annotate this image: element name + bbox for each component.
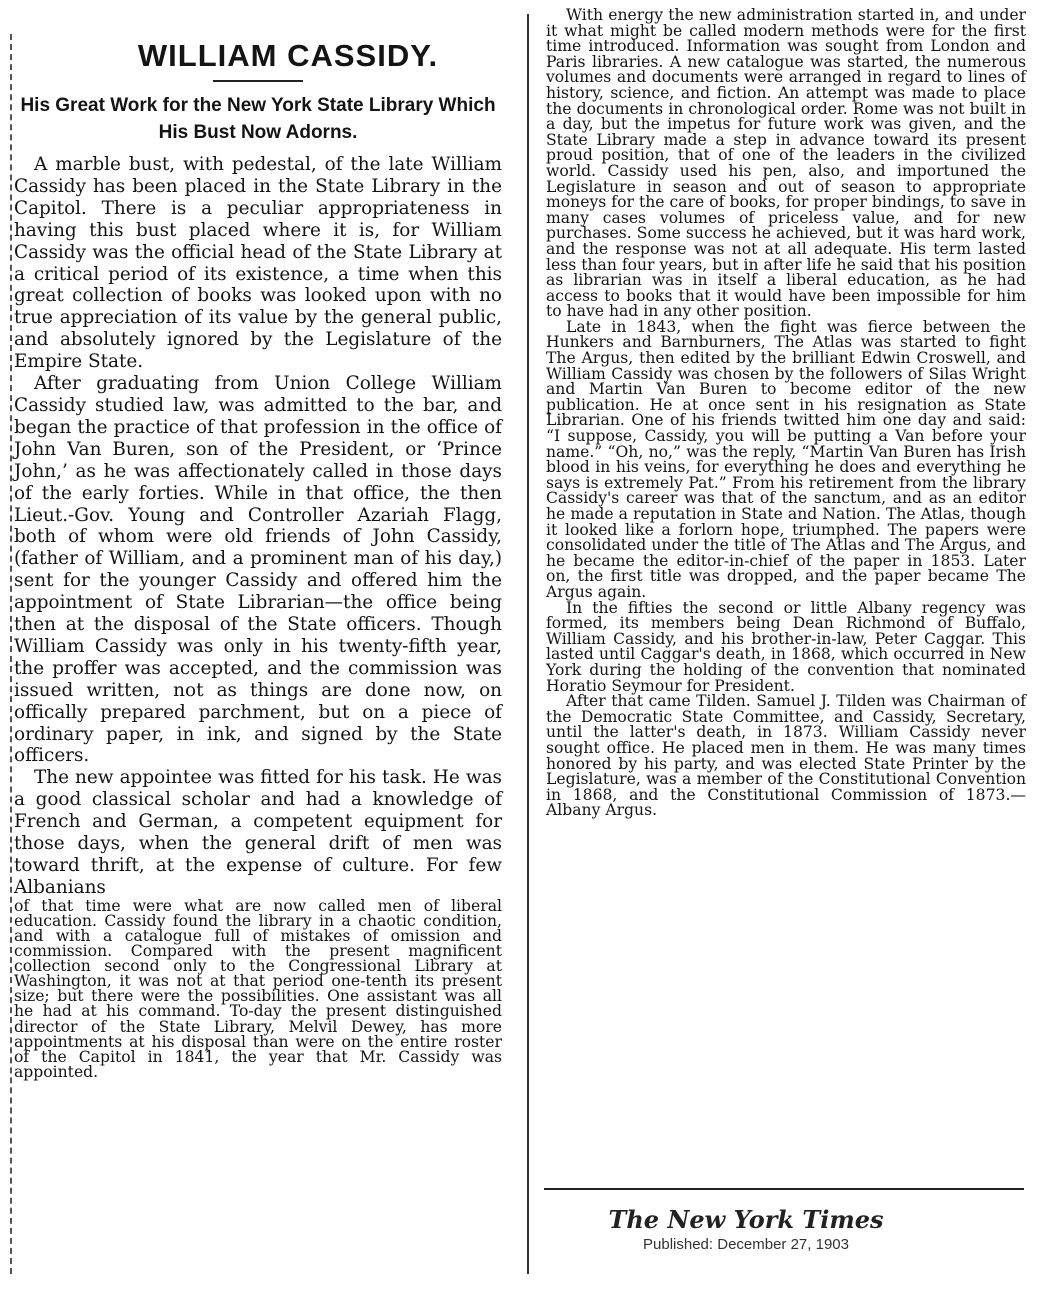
paragraph-liberal-education: of that time were what are now called men of liberal education. Cassidy found the library in a chaotic condition, and with a catalogue full of mistakes of omission and commission. Compared with the present magnificent collection second only to the Congressional Library at Washington, it was not at that period one-tenth its present size; but there were the possibilities. One assistant was all he had at his command. To-day the present distinguished director of the State Library, Melvil Dewey, has more appointments at his disposal than were on the entire roster of the Capitol in 1841, the year that Mr. Cassidy was appointed. <box>14 896 502 1081</box>
article-subheadline: His Great Work for the New York State Library Which His Bust Now Adorns. <box>20 95 496 143</box>
column-divider <box>527 14 529 1274</box>
right-column <box>546 8 1026 819</box>
nyt-logo: The New York Times <box>608 1205 884 1234</box>
paragraph-administration: With energy the new administration started in, and under it what might be called modern methods were for the first time introduced. Information was sought from London and Paris libraries. A new catalogue was started, the numerous volumes and documents were arranged in regard to lines of history, science, and fiction. An attempt was made to place the documents in chronological order. Rome was not built in a day, but the impetus for future work was given, and the State Library made a step in advance toward its present proud position, that of one of the leaders in the civilized world. Cassidy used his pen, also, and importuned the Legislature in season and out of season to appropriate moneys for the care of books, for proper bindings, to save in many cases volumes of priceless value, and for new purchases. Some success he achieved, but it was hard work, and the response was not at all adequate. His term lasted less than four years, but in after life he said that his position as librarian was in itself a liberal education, as he had access to books that it would have been impossible for him to have had in any other position. <box>546 6 1026 321</box>
paragraph-bust: A marble bust, with pedestal, of the late William Cassidy has been placed in the State Library in the Capitol. There is a peculiar appropriateness in having this bust placed where it is, for William Cassidy was the official head of the State Library at a critical period of its existence, a time when this great collection of books was looked upon with no true appreciation of its value by the general public, and absolutely ignored by the Legislature of the Empire State. <box>14 154 502 373</box>
article-end-rule <box>544 1188 1024 1190</box>
paragraph-regency: In the fifties the second or little Albany regency was formed, its members being Dean Richmond of Buffalo, William Cassidy, and his brother-in-law, Peter Caggar. This lasted until Caggar's death, in 1868, which occurred in New York during the holding of the convention that nominated Horatio Seymour for President. <box>546 598 1026 695</box>
article-headline: WILLIAM CASSIDY. <box>137 38 439 73</box>
paragraph-graduation: After graduating from Union College William Cassidy studied law, was admitted to the bar, and began the practice of that profession in the office of John Van Buren, son of the President, or ‘Prince John,’ as he was affectionately called in those days of the early forties. While in that office, the then Lieut.-Gov. Young and Controller Azariah Flagg, both of whom were old friends of John Cassidy, (father of William, and a prominent man of his day,) sent for the younger Cassidy and offered him the appointment of State Librarian—the office being then at the disposal of the State officers. Though William Cassidy was only in his twenty-fifth year, the proffer was accepted, and the commission was issued written, not as things are done now, on offically prepared parchment, but on a piece of ordinary paper, in ink, and signed by the State officers. <box>14 373 502 767</box>
paragraph-appointee: The new appointee was fitted for his task. He was a good classical scholar and had a knowledge of French and German, a competent equipment for those days, when the general drift of men was toward thrift, at the expense of culture. For few Albanians <box>14 767 502 898</box>
left-column <box>14 8 502 1080</box>
headline-rule <box>213 80 303 82</box>
paragraph-tilden: After that came Tilden. Samuel J. Tilden was Chairman of the Democratic State Committee, and Cassidy, Secretary, until the latter's death, in 1873. William Cassidy never sought office. He placed men in them. He was many times honored by his party, and was elected State Printer by the Legislature, was a member of the Constitutional Convention in 1868, and the Constitutional Commission of 1873.—Albany Argus. <box>546 692 1026 820</box>
paragraph-atlas: Late in 1843, when the fight was fierce between the Hunkers and Barnburners, The Atlas was started to fight The Argus, then edited by the brilliant Edwin Croswell, and William Cassidy was chosen by the followers of Silas Wright and Martin Van Buren to become editor of the new publication. He at once sent in his resignation as State Librarian. One of his friends twitted him one day and said: “I suppose, Cassidy, you will be putting a Van before your name.” “Oh, no,” was the reply, “Martin Van Buren has Irish blood in his veins, for everything he does and everything he says is extremely Pat.” From his retirement from the library Cassidy's career was that of the sanctum, and as an editor he made a reputation in State and Nation. The Atlas, though it looked like a forlorn hope, triumphed. The papers were consolidated under the title of The Atlas and The Argus, and he became the editor-in-chief of the paper in 1853. Later on, the first title was dropped, and the paper became The Argus again. <box>546 317 1026 601</box>
published-date: Published: December 27, 1903 <box>643 1236 849 1253</box>
